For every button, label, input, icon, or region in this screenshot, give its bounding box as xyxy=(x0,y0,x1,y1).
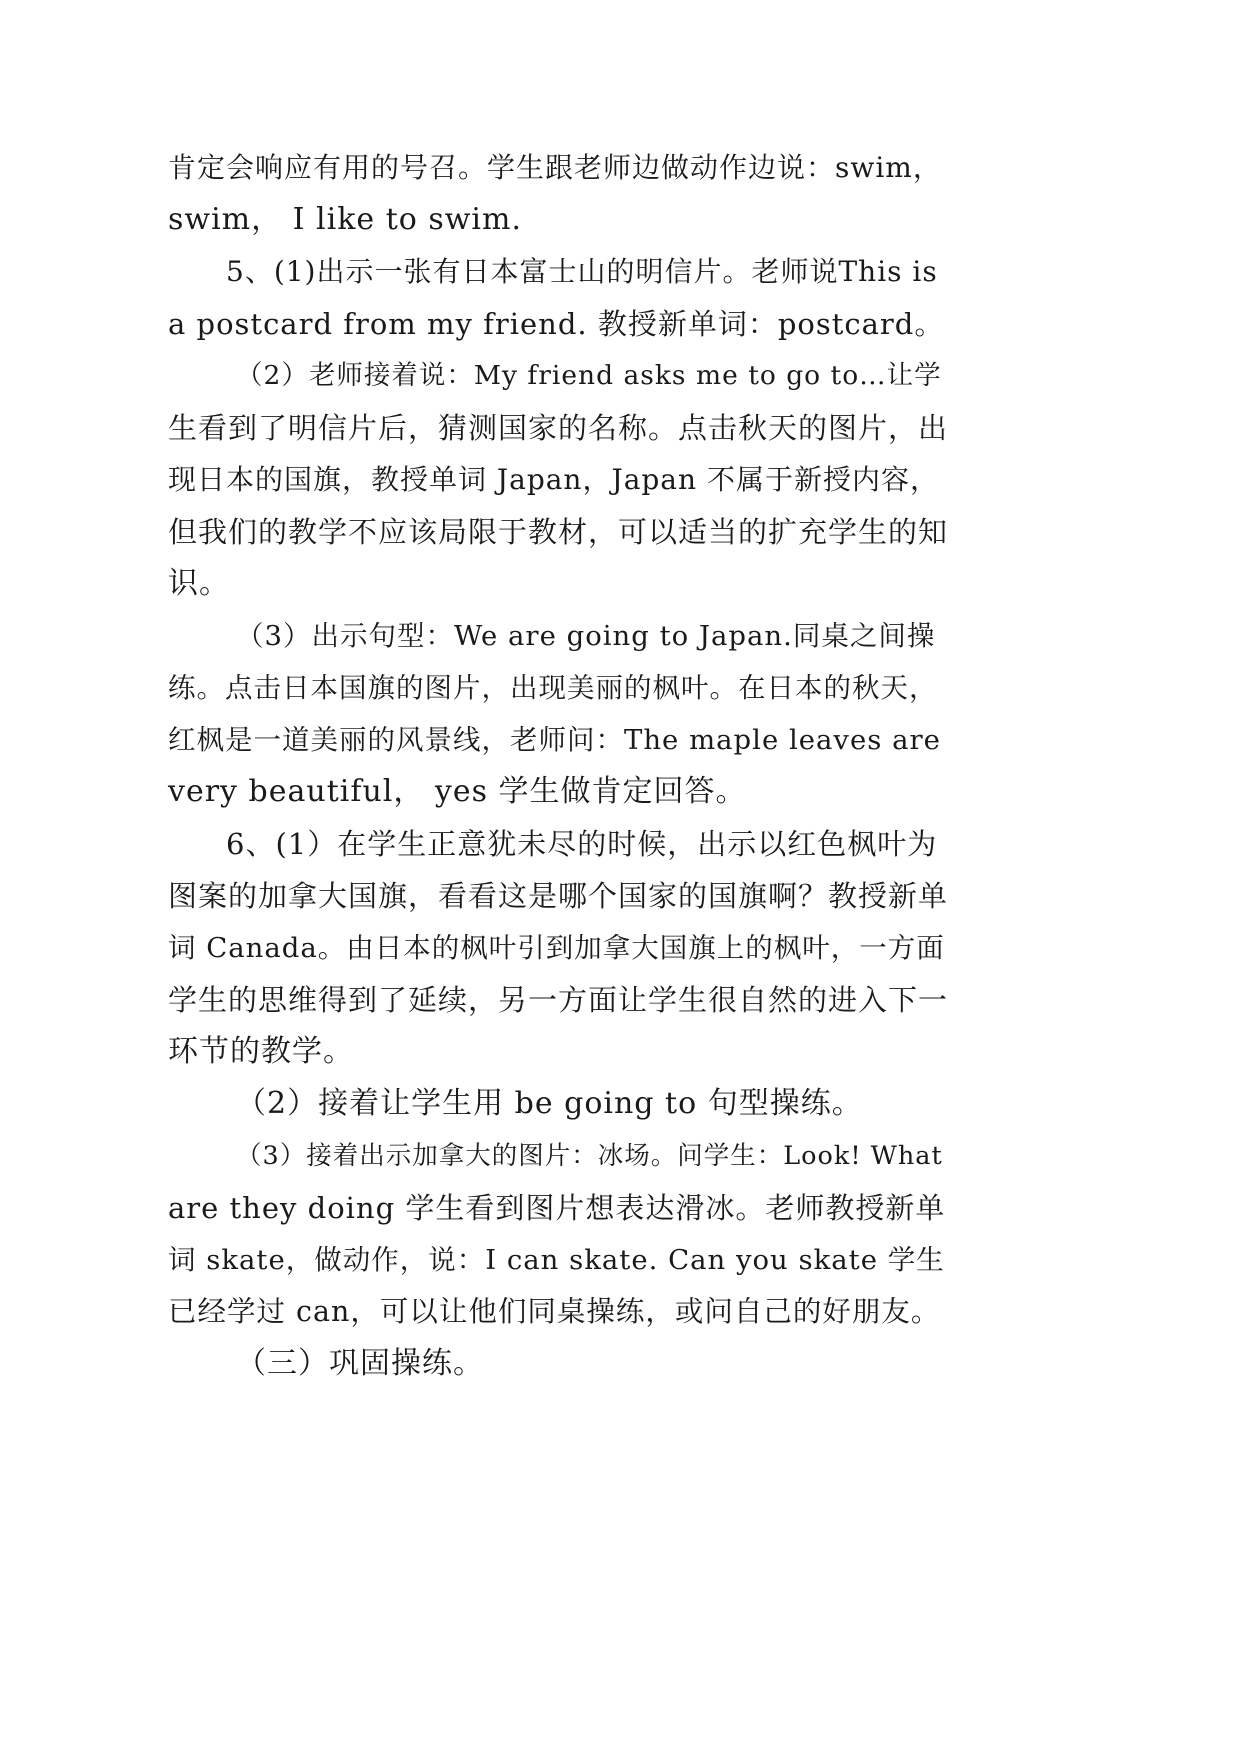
text-line: swim， I like to swim. xyxy=(168,202,523,237)
text-line: 肯定会响应有用的号召。学生跟老师边做动作边说：swim， xyxy=(168,151,942,184)
text-line: 词 Canada。由日本的枫叶引到加拿大国旗上的枫叶，一方面 xyxy=(168,932,945,964)
text-line: 识。 xyxy=(168,566,230,601)
text-line: 学生的思维得到了延续，另一方面让学生很自然的进入下一 xyxy=(168,983,949,1017)
text-line: （3）出示句型：We are going to Japan.同桌之间操 xyxy=(236,620,936,652)
text-line: 已经学过 can，可以让他们同桌操练，或问自己的好朋友。 xyxy=(168,1295,941,1328)
text-line: very beautiful， yes 学生做肯定回答。 xyxy=(168,774,747,809)
text-line: 红枫是一道美丽的风景线，老师问：The maple leaves are xyxy=(168,724,941,756)
text-line: 5、(1)出示一张有日本富士山的明信片。老师说This is xyxy=(226,255,938,288)
text-line: 6、(1）在学生正意犹未尽的时候，出示以红色枫叶为 xyxy=(226,827,938,861)
text-line: 环节的教学。 xyxy=(168,1034,354,1069)
text-line: 现日本的国旗，教授单词 Japan，Japan 不属于新授内容， xyxy=(168,463,939,496)
text-line: are they doing 学生看到图片想表达滑冰。老师教授新单 xyxy=(168,1191,946,1225)
text-line: 练。点击日本国旗的图片，出现美丽的枫叶。在日本的秋天， xyxy=(168,672,938,704)
text-line: （3）接着出示加拿大的图片：冰场。问学生：Look! What xyxy=(236,1141,943,1171)
text-line: 图案的加拿大国旗，看看这是哪个国家的国旗啊？教授新单 xyxy=(168,879,949,913)
text-line: a postcard from my friend. 教授新单词：postcard。 xyxy=(168,307,945,341)
text-line: 但我们的教学不应该局限于教材，可以适当的扩充学生的知 xyxy=(168,515,949,549)
text-line: 词 skate，做动作，说：I can skate. Can you skate 学生 xyxy=(168,1244,945,1276)
text-line: 生看到了明信片后，猜测国家的名称。点击秋天的图片，出 xyxy=(168,411,949,445)
text-line: （三）巩固操练。 xyxy=(236,1346,484,1381)
text-line: （2）接着让学生用 be going to 句型操练。 xyxy=(236,1086,863,1121)
text-line: （2）老师接着说：My friend asks me to go to…让学 xyxy=(236,360,942,391)
